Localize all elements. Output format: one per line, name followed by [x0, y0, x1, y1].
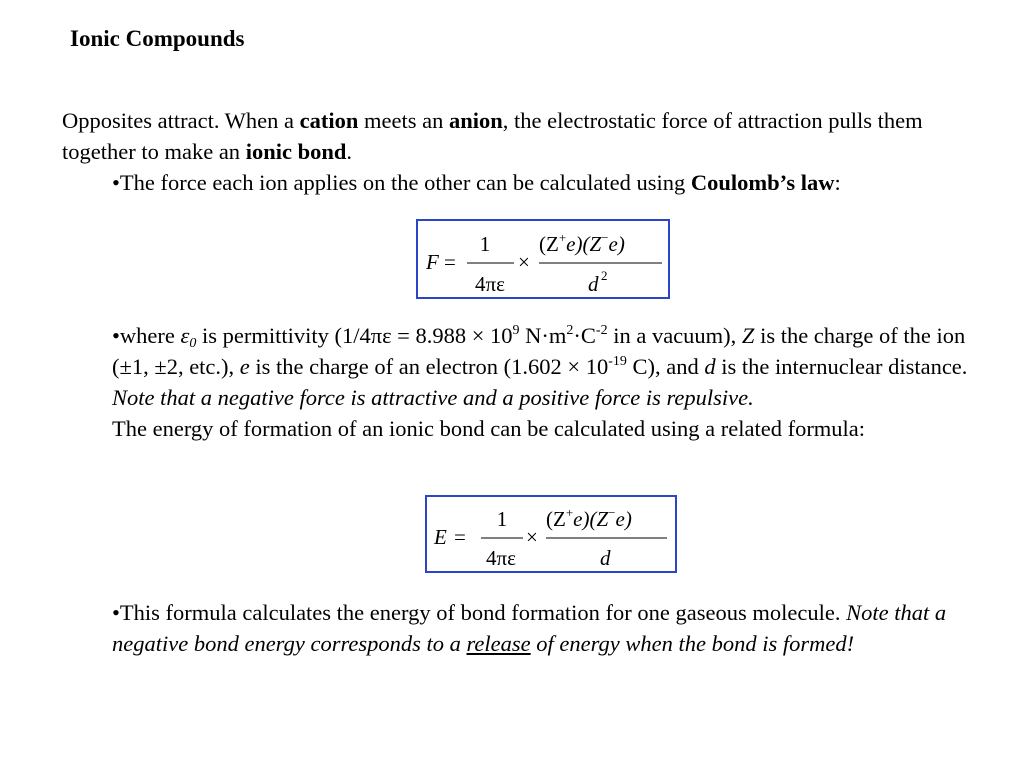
bond-energy-equation-svg: [427, 497, 675, 571]
eq1-times: ×: [518, 250, 530, 274]
symbol-z: Z: [741, 323, 755, 348]
bullet2-text-3: N·m: [519, 323, 567, 348]
term-release: release: [466, 631, 531, 656]
eq2-num-plus: +: [565, 505, 574, 520]
coulomb-force-equation-svg: [418, 221, 668, 297]
eq2-num-mid: e)(Z: [573, 507, 609, 531]
bullet2-text-9: is the internuclear distance.: [715, 354, 968, 379]
term-anion: anion: [448, 108, 503, 133]
note-energy-1: Note that a negative bond energy corresponds to a: [112, 600, 947, 656]
eq2-numerator: [546, 505, 632, 531]
bullet-coulomb: [112, 167, 992, 198]
eq1-four-pi-eps: 4πε: [475, 272, 505, 296]
symbol-e: e: [239, 354, 250, 379]
energy-formula-intro: The energy of formation of an ionic bond can be calculated using a related formula:: [112, 416, 866, 441]
eq1-num-open: (Z: [539, 232, 559, 256]
bullet2-text-6: is the charge of the ion (±1, ±2, etc.),: [112, 323, 966, 379]
eq2-times: ×: [526, 525, 538, 549]
symbol-d: d: [704, 354, 716, 379]
eq1-one: 1: [479, 232, 491, 256]
eq2-lhs: E: [434, 525, 447, 549]
eq1-numerator: [539, 230, 625, 256]
bond-energy-equation: [425, 495, 677, 573]
exp-9: 9: [512, 323, 520, 338]
eq2-denominator: d: [600, 546, 611, 570]
intro-text-4: .: [346, 139, 352, 164]
eq1-num-minus: −: [601, 230, 609, 245]
bullet2-text-8: C), and: [626, 354, 705, 379]
eq1-equals: =: [444, 250, 456, 274]
bullet-definitions: [112, 320, 992, 444]
bullet2-text-7: is the charge of an electron (1.602 × 10: [249, 354, 609, 379]
eq1-denominator: d: [588, 272, 599, 296]
intro-text-2: meets an: [358, 108, 449, 133]
eq1-num-mid: e)(Z: [566, 232, 602, 256]
eq1-lhs: F: [426, 250, 439, 274]
bullet2-text-4: ·C: [573, 323, 596, 348]
intro-paragraph: [62, 105, 962, 167]
eq2-four-pi-eps: 4πε: [486, 546, 516, 570]
eq2-equals: =: [454, 525, 466, 549]
term-cation: cation: [299, 108, 359, 133]
term-ionic-bond: ionic bond: [245, 139, 347, 164]
bullet2-text-2: is permittivity (1/4πε = 8.988 × 10: [196, 323, 513, 348]
bullet-energy-note: [112, 597, 992, 659]
symbol-epsilon: ε: [180, 323, 190, 348]
symbol-epsilon-sub: 0: [189, 336, 197, 351]
slide-title: Ionic Compounds: [70, 26, 245, 51]
eq1-num-plus: +: [558, 230, 567, 245]
bullet3-text-1: •This formula calculates the energy of bond formation for one gaseous molecule.: [112, 600, 847, 625]
exp-minus-19: -19: [608, 354, 627, 369]
bullet1-text-1: •The force each ion applies on the other can be calculated using: [112, 170, 691, 195]
intro-text-3: , the electrostatic force of attraction pulls them together to make an: [62, 108, 923, 164]
note-energy-2: of energy when the bond is formed!: [530, 631, 855, 656]
bullet1-text-2: :: [834, 170, 841, 195]
exp-2: 2: [566, 323, 574, 338]
coulomb-force-equation: [416, 219, 670, 299]
eq2-one: 1: [496, 507, 508, 531]
term-coulombs-law: Coulomb’s law: [690, 170, 835, 195]
eq2-num-minus: −: [608, 505, 616, 520]
bullet2-text-5: in a vacuum),: [607, 323, 742, 348]
bullet2-text-1: •where: [112, 323, 181, 348]
note-force-sign: Note that a negative force is attractive and a positive force is repulsive.: [112, 385, 754, 410]
intro-text-1: Opposites attract. When a: [62, 108, 300, 133]
eq1-num-close: e): [608, 232, 625, 256]
eq2-num-close: e): [615, 507, 632, 531]
eq2-num-open: (Z: [546, 507, 566, 531]
eq1-denominator-exp: 2: [601, 268, 608, 283]
exp-minus-2: -2: [595, 323, 608, 338]
